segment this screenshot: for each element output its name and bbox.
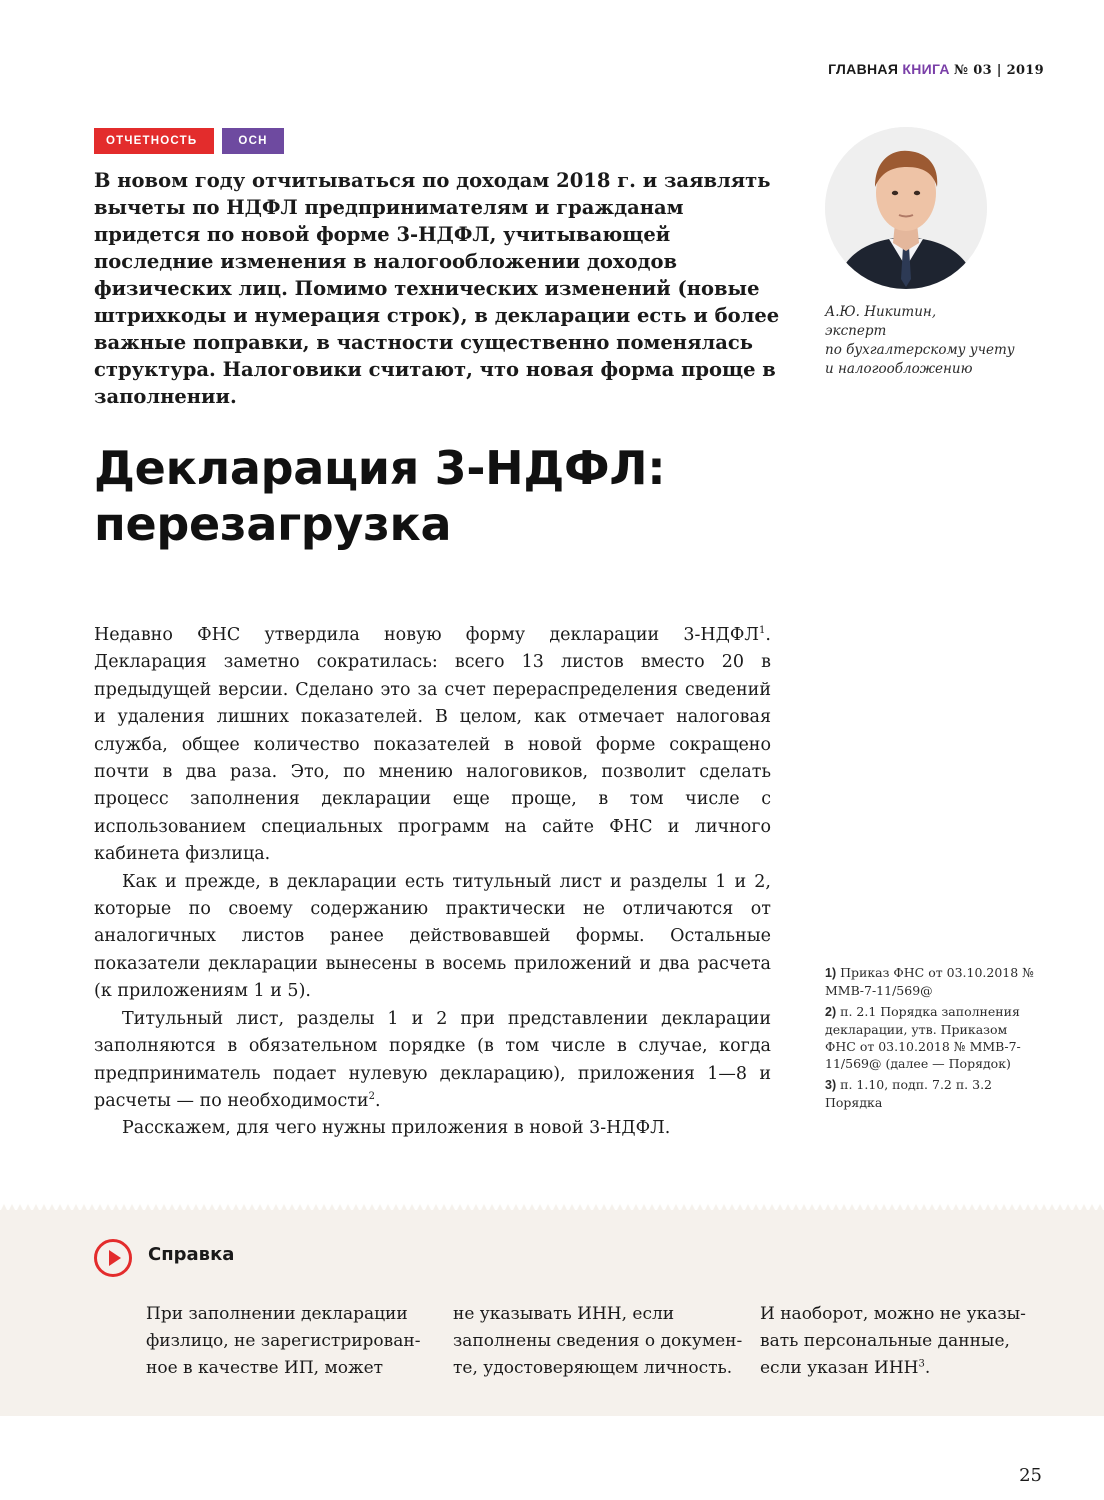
info-line: И наоборот, можно не указы- [760,1304,1026,1324]
footnote-ref[interactable]: 1 [759,625,766,637]
info-line [760,1355,1026,1382]
footnotes [825,964,1035,1115]
body-paragraph [94,622,771,869]
article-title-line: Декларация 3-НДФЛ: [94,441,666,495]
author-role-line: и налогообложению [825,361,973,377]
footnote-ref[interactable]: 3 [918,1358,925,1370]
info-line: те, удостоверяющем личность. [453,1358,733,1378]
info-text: . [924,1358,931,1378]
info-text: если указан ИНН [760,1358,919,1378]
author-portrait [825,127,987,289]
play-circle-icon [93,1238,133,1278]
masthead-issue: № 03 | 2019 [953,63,1044,78]
body-paragraph: Как и прежде, в декларации есть титульный лист и разделы 1 и 2, которые по своему содержанию практически не отличаются от аналогичных листов ранее действовавшей формы. Остальные показатели декларации вынесены в восемь приложений и два расчета (к приложениям 1 и 5). [94,871,771,1002]
author-caption [825,303,1045,379]
footnote [825,964,1035,999]
info-line: вать персональные данные, [760,1331,1010,1351]
body-text: . [374,1090,381,1111]
author-role-line: по бухгалтерскому учету [825,342,1015,358]
info-line: ное в качестве ИП, может [146,1358,384,1378]
footnote-text: п. 2.1 Порядка заполнения декларации, утв. Приказом ФНС от 03.10.2018 № ММВ-7-11/569@ (далее — Порядок) [825,1004,1021,1071]
footnote-ref[interactable]: 2 [368,1091,375,1103]
info-line: заполнены сведения о докумен- [453,1331,743,1351]
info-column [453,1301,742,1382]
footnote-number: 1) [825,966,837,980]
footnote-number: 2) [825,1005,837,1019]
info-line: не указывать ИНН, если [453,1304,675,1324]
info-column [760,1301,1026,1382]
info-line: физлицо, не зарегистрирован- [146,1331,421,1351]
footnote [825,1076,1035,1111]
masthead-brand-main: ГЛАВНАЯ [828,61,899,77]
tag-reporting: ОТЧЕТНОСТЬ [94,128,214,154]
author-role-line: эксперт [825,323,887,339]
masthead [828,61,1044,78]
body-paragraph [94,1006,771,1116]
body-paragraph: Расскажем, для чего нужны приложения в новой 3-НДФЛ. [122,1118,671,1139]
body-text: Недавно ФНС утвердила новую форму декларации 3-НДФЛ [94,625,760,645]
author-name: А.Ю. Никитин, [825,304,937,320]
author-portrait-drawing [825,127,987,289]
info-title: Справка [148,1244,235,1265]
info-column [146,1301,420,1382]
tag-osn: ОСН [222,128,284,154]
article-title [94,440,794,552]
article-title-line: перезагрузка [94,497,452,551]
footnote-text: Приказ ФНС от 03.10.2018 № ММВ-7-11/569@ [825,965,1034,998]
lead-paragraph: В новом году отчитываться по доходам 2018 г. и заявлять вычеты по НДФЛ предпринимателям и гражданам придется по новой форме 3-НДФЛ, учитывающей последние изменения в налогообложении доходов физических лиц. Помимо технических изменений (новые штрихкоды и нумерация строк), в декларации есть и более важные поправки, в частности существенно поменялась структура. Налоговики считают, что новая форма проще в заполнении. [94,169,780,408]
footnote-text: п. 1.10, подп. 7.2 п. 3.2 Порядка [825,1077,993,1110]
body-text: . Декларация заметно сократилась: всего 13 листов вместо 20 в предыдущей версии. Сделано это за счет перераспределения сведений и удаления лишних показателей. В целом, как отмечает налоговая служба, общее количество показателей в новой форме сокращено почти в два раза. Это, по мнению налоговиков, позволит сделать процесс заполнения декларации еще проще, в том числе с использованием специальных программ на сайте ФНС и личного кабинета физлица. [94,625,771,865]
page-number: 25 [1019,1465,1042,1486]
article-body [94,622,771,1143]
masthead-brand-accent: КНИГА [902,61,950,77]
body-text: Титульный лист, разделы 1 и 2 при представлении декларации заполняются в обязательном порядке (в том числе в случае, когда предприниматель подает нулевую декларацию), приложения 1—8 и расчеты — по необходимости [94,1008,771,1111]
rubric-tags [94,128,284,154]
footnote [825,1003,1035,1072]
footnote-number: 3) [825,1078,837,1092]
info-line: При заполнении декларации [146,1304,408,1324]
